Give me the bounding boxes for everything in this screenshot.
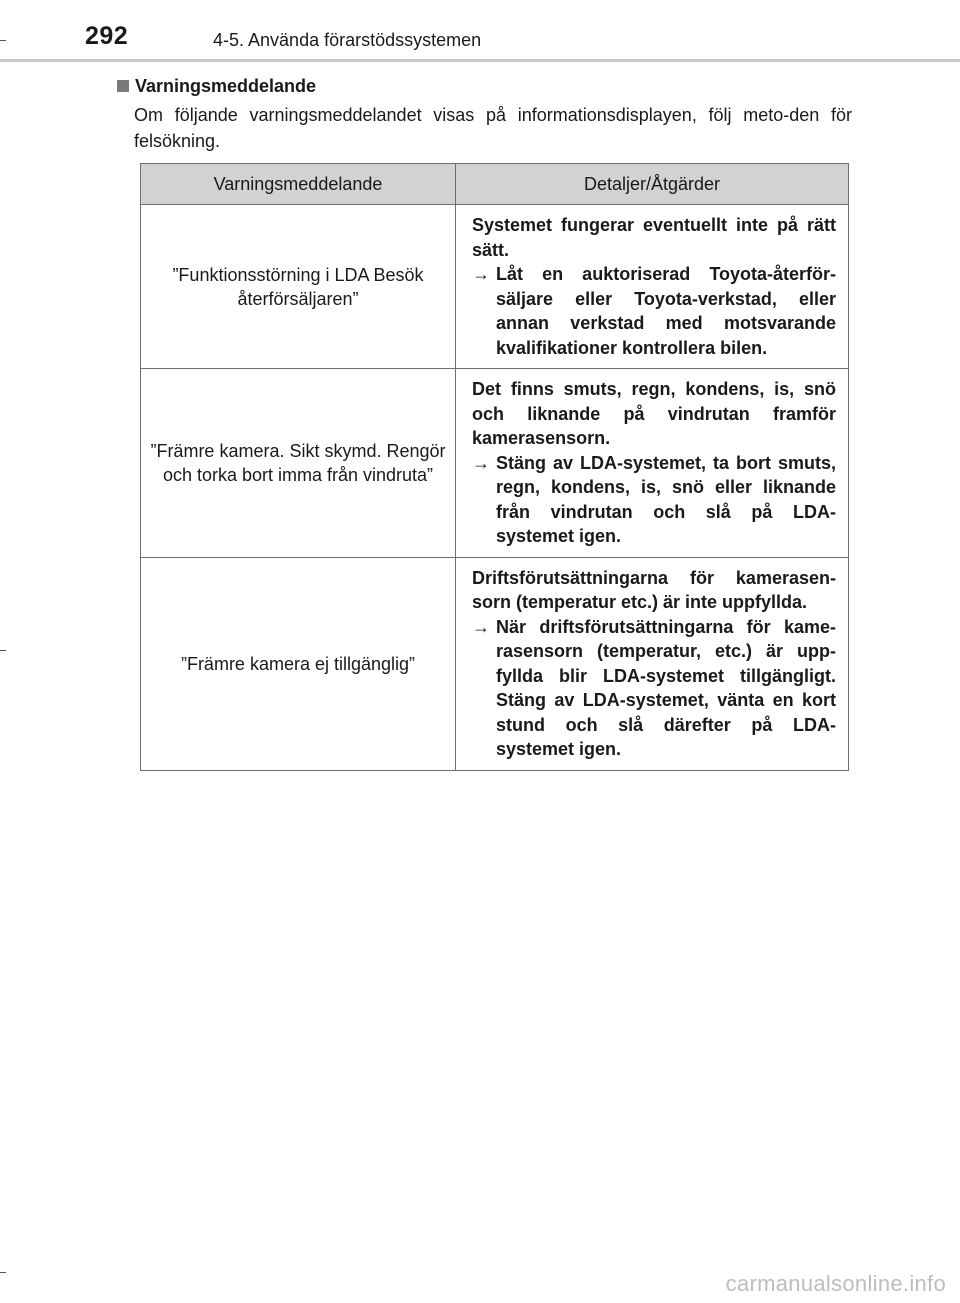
table-row xyxy=(141,557,849,770)
intro-paragraph: Om följande varningsmeddelandet visas på informationsdisplayen, följ meto-den för felsökning. xyxy=(134,105,852,151)
watermark-text: carmanualsonline.info xyxy=(725,1271,946,1296)
warning-section xyxy=(117,74,852,154)
action-text: Stäng av LDA-systemet, ta bort smuts, regn, kondens, is, snö eller liknande från vindrutan och slå på LDA-systemet igen. xyxy=(496,452,836,546)
action-text: När driftsförutsättningarna för kame-rasensorn (temperatur, etc.) är upp-fyllda blir LDA-systemet tillgängligt. Stäng av LDA-systemet, vänta en kort stund och slå därefter på LDA-systemet igen. xyxy=(496,616,836,759)
action-item xyxy=(472,262,836,360)
detail-text: Systemet fungerar eventuellt inte på rätt sätt. xyxy=(472,215,836,260)
column-header-message: Varningsmeddelande xyxy=(141,164,456,205)
warning-message-cell: ”Främre kamera ej tillgänglig” xyxy=(141,557,456,770)
crop-mark xyxy=(0,40,6,41)
table-row xyxy=(141,369,849,558)
action-text: Låt en auktoriserad Toyota-återför-säljare eller Toyota-verkstad, eller annan verkstad med motsvarande kvalifikationer kontrollera bilen. xyxy=(496,264,836,358)
table-row xyxy=(141,205,849,369)
action-item xyxy=(472,615,836,762)
section-heading xyxy=(117,74,852,98)
arrow-right-icon: → xyxy=(472,452,490,473)
arrow-right-icon: → xyxy=(472,264,490,284)
crop-mark xyxy=(0,650,6,651)
detail-cell xyxy=(456,205,849,369)
detail-cell xyxy=(456,557,849,770)
header-divider xyxy=(0,59,960,62)
detail-text: Det finns smuts, regn, kondens, is, snö och liknande på vindrutan framför kamerasensorn. xyxy=(472,379,836,448)
column-header-details: Detaljer/Åtgärder xyxy=(456,164,849,205)
page-header xyxy=(0,0,960,62)
page-number: 292 xyxy=(85,22,129,50)
warning-message-cell: ”Främre kamera. Sikt skymd. Rengör och torka bort imma från vindruta” xyxy=(141,369,456,558)
square-bullet-icon xyxy=(117,80,129,92)
detail-cell xyxy=(456,369,849,558)
warning-table xyxy=(140,163,849,771)
action-item xyxy=(472,451,836,549)
arrow-right-icon: → xyxy=(472,616,490,637)
warning-message-cell: ”Funktionsstörning i LDA Besök återförsäljaren” xyxy=(141,205,456,369)
chapter-title: 4-5. Använda förarstödssystemen xyxy=(213,30,482,50)
section-heading-text: Varningsmeddelande xyxy=(135,75,317,96)
crop-mark xyxy=(0,1272,6,1273)
detail-text: Driftsförutsättningarna för kamerasen-sorn (temperatur etc.) är inte uppfyllda. xyxy=(472,567,836,612)
table-header-row xyxy=(141,164,849,205)
